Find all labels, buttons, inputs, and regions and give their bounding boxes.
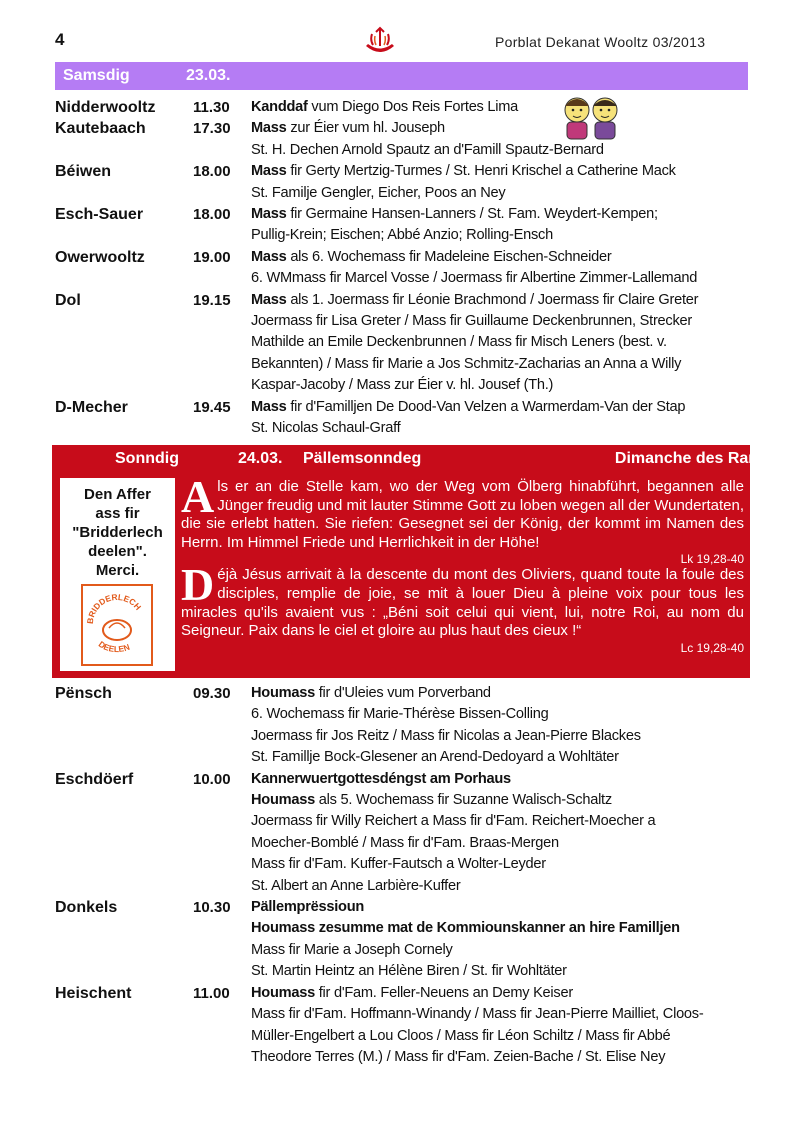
- service-type: Mass: [251, 291, 287, 308]
- intention-line: [251, 375, 755, 396]
- intention-line: [251, 247, 755, 268]
- intention-text: Mass fir d'Fam. Hoffmann-Winandy / Mass fir Jean-Pierre Mailliet, Cloos-: [251, 1006, 704, 1023]
- mass-entry: [55, 97, 755, 118]
- mass-time: 18.00: [193, 163, 231, 181]
- dropcap-d: D: [181, 559, 215, 611]
- intention-line: [251, 1004, 755, 1025]
- mass-entry: [55, 897, 755, 983]
- intention-line: [251, 747, 755, 768]
- service-type: Kannerwuertgottesdéngst am Porhaus: [251, 770, 511, 787]
- intention-line: [251, 726, 755, 747]
- mass-entry: [55, 983, 755, 1069]
- service-type: Mass: [251, 163, 287, 180]
- parish-name: Nidderwooltz: [55, 99, 156, 116]
- intention-text: Mathilde an Emile Deckenbrunnen / Mass fir Misch Leners (best. v.: [251, 334, 667, 351]
- mass-entry: [55, 161, 755, 204]
- intention-line: [251, 204, 755, 225]
- intention-text: Mass fir Marie a Joseph Cornely: [251, 941, 453, 958]
- sunday-mass-list: [55, 683, 755, 1068]
- svg-text:DEELEN: [97, 639, 131, 654]
- mass-intentions: [251, 897, 755, 983]
- mass-entry: [55, 204, 755, 247]
- intention-text: fir d'Uleies vum Porverband: [314, 685, 491, 701]
- parish-name: Kautebaach: [55, 120, 146, 138]
- intention-text: St. Martin Heintz an Hélène Biren / St. fir Wohltäter: [251, 963, 567, 980]
- intention-text: zur Éier vum hl. Jouseph: [286, 120, 445, 137]
- intention-text: Mass fir d'Fam. Kuffer-Fautsch a Wolter-Leyder: [251, 856, 546, 873]
- mass-time: 11.00: [193, 984, 230, 1002]
- mass-intentions: [251, 204, 755, 247]
- intention-line: [251, 983, 755, 1004]
- donation-line: deelen".: [88, 543, 147, 560]
- mass-intentions: [251, 769, 755, 897]
- gospel-french-text: éjà Jésus arrivait à la descente du mont des Oliviers, quand toute la foule des disciples, remplie de joie, se mit à louer Dieu à pleine voix pour tous les miracles qu'ils avaient vus : „Béni soit celui qui vient, lui, notre Roi, au nom du Seigneur. Paix dans le ciel et gloire au plus haut des cieux !“: [181, 566, 744, 640]
- intention-line: [251, 1026, 755, 1047]
- intention-text: fir d'Familljen De Dood-Van Velzen a Warmerdam-Van der Stap: [286, 398, 686, 415]
- intention-line: [251, 118, 755, 139]
- gospel-german-text: ls er an die Stelle kam, wo der Weg vom Ölberg hinabführt, begannen alle Jünger freudig und mit lauter Stimme Gott zu loben wegen all der Wundertaten, die sie erlebt hatten. Sie riefen: Gesegnet sei der König, der kommt im Namen des Herrn. Im Himmel Friede und Herrlichkeit in der Höhe!: [181, 478, 744, 551]
- intention-text: 6. Wochemass fir Marie-Thérèse Bissen-Colling: [251, 706, 549, 723]
- parish-name: Pënsch: [55, 685, 112, 702]
- intention-text: St. Famillje Bock-Glesener an Arend-Dedoyard a Wohltäter: [251, 749, 619, 766]
- mass-time: 19.45: [193, 398, 231, 416]
- parish-name: D-Mecher: [55, 398, 128, 416]
- mass-time: 10.00: [193, 770, 231, 788]
- intention-line: [251, 225, 755, 246]
- intention-text: fir d'Fam. Feller-Neuens an Demy Keiser: [314, 984, 573, 1001]
- parish-name: Donkels: [55, 899, 118, 917]
- parish-name: Owerwooltz: [55, 248, 145, 266]
- gospel-reference: Lc 19,28-40: [680, 640, 744, 655]
- service-type: Kanddaf: [251, 99, 308, 115]
- day-name: Sonndig: [115, 450, 179, 467]
- intention-text: St. H. Dechen Arnold Spautz an d'Famill Spautz-Bernard: [251, 141, 604, 158]
- intention-line: [251, 940, 755, 961]
- parish-name: Eschdöerf: [55, 770, 134, 788]
- service-type: Mass: [251, 398, 287, 415]
- intention-text: fir Germaine Hansen-Lanners / St. Fam. Weydert-Kempen;: [286, 206, 658, 223]
- intention-line: [251, 1047, 755, 1068]
- bulletin-title: Porblat Dekanat Wooltz 03/2013: [495, 34, 706, 50]
- service-type: Mass: [251, 206, 287, 223]
- intention-line: [251, 833, 755, 854]
- service-type: Mass: [251, 248, 287, 265]
- bridderlech-deelen-icon: [83, 586, 151, 664]
- intention-text: als 6. Wochemass fir Madeleine Eischen-Schneider: [286, 248, 612, 265]
- day-name: Samsdig: [63, 67, 130, 84]
- intention-line: [251, 183, 755, 204]
- intention-text: St. Nicolas Schaul-Graff: [251, 420, 401, 437]
- intention-text: Kaspar-Jacoby / Mass zur Éier v. hl. Jousef (Th.): [251, 377, 554, 394]
- day-date: 24.03.: [238, 450, 283, 467]
- parish-logo-icon: [362, 24, 398, 58]
- feast-name-fr: Dimanche des Rameaux: [614, 450, 799, 467]
- intention-line: [251, 683, 755, 704]
- intention-text: 6. WMmass fir Marcel Vosse / Joermass fir Albertine Zimmer-Lallemand: [251, 270, 698, 287]
- mass-intentions: [251, 290, 755, 397]
- intention-line: [251, 769, 755, 790]
- intention-text: Joermass fir Jos Reitz / Mass fir Nicolas a Jean-Pierre Blackes: [251, 727, 641, 744]
- intention-text: Pullig-Krein; Eischen; Abbé Anzio; Rolling-Ensch: [251, 227, 553, 244]
- saturday-mass-list: [55, 97, 755, 440]
- parish-name: Esch-Sauer: [55, 206, 144, 224]
- mass-entry: [55, 247, 755, 290]
- intention-line: [251, 811, 755, 832]
- mass-entry: [55, 118, 755, 161]
- intention-line: [251, 704, 755, 725]
- intention-text: Moecher-Bomblé / Mass fir d'Fam. Braas-Mergen: [251, 834, 559, 851]
- mass-intentions: [251, 247, 755, 290]
- intention-line: [251, 790, 755, 811]
- intention-line: [251, 161, 755, 182]
- mass-time: 19.00: [193, 248, 231, 266]
- intention-line: [251, 918, 755, 939]
- feast-name-lu: Pällemsonndeg: [303, 450, 422, 467]
- donation-notice: [60, 478, 175, 671]
- intention-text: fir Gerty Mertzig-Turmes / St. Henri Krischel a Catherine Mack: [286, 163, 676, 180]
- mass-time: 19.15: [193, 291, 231, 309]
- intention-line: [251, 897, 755, 918]
- logo-text-top: BRIDDERLECH: [84, 591, 144, 625]
- intention-text: St. Familje Gengler, Eicher, Poos an Ney: [251, 184, 506, 201]
- sunday-box: [52, 445, 799, 678]
- intention-text: Theodore Terres (M.) / Mass fir d'Fam. Zeien-Bache / St. Elise Ney: [251, 1048, 666, 1065]
- mass-entry: [55, 683, 755, 769]
- mass-intentions: [251, 161, 755, 204]
- gospel-text: [181, 471, 744, 655]
- service-type: Houmass: [251, 984, 315, 1001]
- gospel-german: [181, 471, 744, 567]
- intention-line: [251, 332, 755, 353]
- parish-name: Heischent: [55, 984, 132, 1002]
- intention-text: Joermass fir Willy Reichert a Mass fir d'Fam. Reichert-Moecher a: [251, 813, 656, 830]
- mass-intentions: [251, 983, 755, 1069]
- donation-line: Merci.: [95, 562, 140, 579]
- intention-line: [251, 418, 755, 439]
- mass-time: 11.30: [193, 99, 230, 116]
- intention-line: [251, 354, 755, 375]
- parish-name: Béiwen: [55, 163, 112, 181]
- intention-line: [251, 397, 755, 418]
- intention-line: [251, 876, 755, 897]
- parish-name: Dol: [55, 291, 81, 309]
- intention-text: Bekannten) / Mass fir Marie a Jos Schmitz-Zacharias an Anna a Willy: [251, 355, 682, 372]
- intention-line: [251, 854, 755, 875]
- intention-line: [251, 140, 755, 161]
- intention-text: St. Albert an Anne Larbière-Kuffer: [251, 877, 461, 894]
- donation-line: Den Affer: [84, 486, 151, 503]
- saturday-day-bar: [55, 62, 748, 90]
- intention-text: Joermass fir Lisa Greter / Mass fir Guillaume Deckenbrunnen, Strecker: [251, 313, 692, 330]
- logo-text-bottom: DEELEN: [96, 638, 131, 655]
- service-type: Houmass: [251, 685, 315, 701]
- intention-text: Müller-Engelbert a Lou Cloos / Mass fir Léon Schiltz / Mass fir Abbé: [251, 1027, 671, 1044]
- page-number: 4: [55, 30, 65, 49]
- mass-intentions: [251, 97, 755, 118]
- donation-line: ass fir: [95, 505, 140, 522]
- intention-text: vum Diego Dos Reis Fortes Lima: [307, 99, 519, 115]
- mass-intentions: [251, 118, 755, 161]
- sunday-day-bar: [107, 445, 800, 473]
- day-date: 23.03.: [186, 67, 231, 84]
- mass-entry: [55, 397, 755, 440]
- mass-intentions: [251, 683, 755, 769]
- bridderlech-deelen-logo: [81, 584, 153, 666]
- mass-time: 18.00: [193, 206, 231, 224]
- intention-line: [251, 311, 755, 332]
- dropcap-a: A: [181, 471, 215, 522]
- intention-line: [251, 961, 755, 982]
- donation-text: [60, 485, 175, 580]
- mass-time: 10.30: [193, 899, 231, 917]
- service-type: Houmass: [251, 792, 315, 809]
- service-type: Houmass zesumme mat de Kommiounskanner an hire Familljen: [251, 920, 680, 937]
- intention-text: als 1. Joermass fir Léonie Brachmond / Joermass fir Claire Greter: [286, 291, 699, 308]
- mass-entry: [55, 290, 755, 397]
- mass-entry: [55, 769, 755, 897]
- service-type: Pällemprëssioun: [251, 899, 365, 916]
- mass-time: 17.30: [193, 120, 231, 138]
- mass-intentions: [251, 397, 755, 440]
- gospel-reference: Lk 19,28-40: [680, 552, 744, 567]
- intention-text: als 5. Wochemass fir Suzanne Walisch-Schaltz: [314, 792, 612, 809]
- service-type: Mass: [251, 120, 287, 137]
- intention-line: [251, 268, 755, 289]
- mass-time: 09.30: [193, 685, 231, 702]
- intention-line: [251, 97, 755, 118]
- intention-line: [251, 290, 755, 311]
- donation-line: "Bridderlech: [72, 524, 163, 541]
